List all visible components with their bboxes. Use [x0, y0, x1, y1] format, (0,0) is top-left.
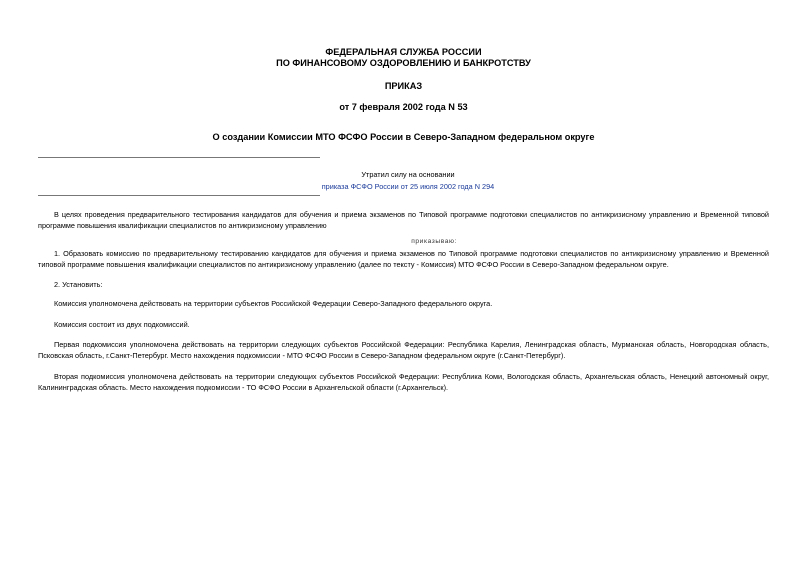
paragraph-2: 2. Установить: [54, 280, 103, 289]
paragraph-3: Комиссия уполномочена действовать на территории субъектов Российской Федерации Северо-Западного федерального округа. [54, 299, 493, 308]
document-title: О создании Комиссии МТО ФСФО России в Северо-Западном федеральном округе [212, 132, 595, 142]
paragraph-5: Первая подкомиссия уполномочена действовать на территории следующих субъектов Российской Федерации: Республика Карелия, Ленинградская область, Мурманская область, Новгородская область, Псковская область, г.Санкт-Петербург. Место нахождения подкомиссии - МТО ФСФО России в Северо-Западном федеральном округе (г.Санкт-Петербург). [38, 340, 769, 360]
agency-name-line2: ПО ФИНАНСОВОМУ ОЗДОРОВЛЕНИЮ И БАНКРОТСТВУ [276, 58, 531, 68]
paragraph-4: Комиссия состоит из двух подкомиссий. [54, 320, 190, 329]
status-note [318, 169, 498, 193]
separator-bottom [38, 195, 320, 196]
separator-top [38, 157, 320, 158]
status-note-text: Утратил силу на основании [361, 170, 455, 179]
repeal-order-link[interactable]: приказа ФСФО России от 25 июля 2002 года N 294 [321, 182, 495, 191]
preamble-paragraph: В целях проведения предварительного тестирования кандидатов для обучения и приема экзаменов по Типовой программе подготовки специалистов по антикризисному управлению и Временной типовой программе повышения квалификации специалистов по антикризисному управлению [38, 210, 769, 230]
agency-name-line1: ФЕДЕРАЛЬНАЯ СЛУЖБА РОССИИ [325, 47, 482, 57]
paragraph-6: Вторая подкомиссия уполномочена действовать на территории следующих субъектов Российской Федерации: Республика Коми, Вологодская область, Архангельская область, Ненецкий автономный округ, Калининградская область. Место нахождения подкомиссии - ТО ФСФО России в Архангельской области (г.Архангельск). [38, 372, 769, 392]
order-word: приказываю: [411, 238, 457, 245]
document-date-number: от 7 февраля 2002 года N 53 [339, 102, 468, 112]
document-type: ПРИКАЗ [384, 81, 423, 91]
paragraph-1: 1. Образовать комиссию по предварительному тестированию кандидатов для обучения и приема экзаменов по Типовой программе подготовки специалистов по антикризисному управлению и Временной типовой программе повышения квалификации специалистов по антикризисному управлению (далее по тексту - Комиссия) МТО ФСФО России в Северо-Западном федеральном округе. [38, 249, 769, 269]
